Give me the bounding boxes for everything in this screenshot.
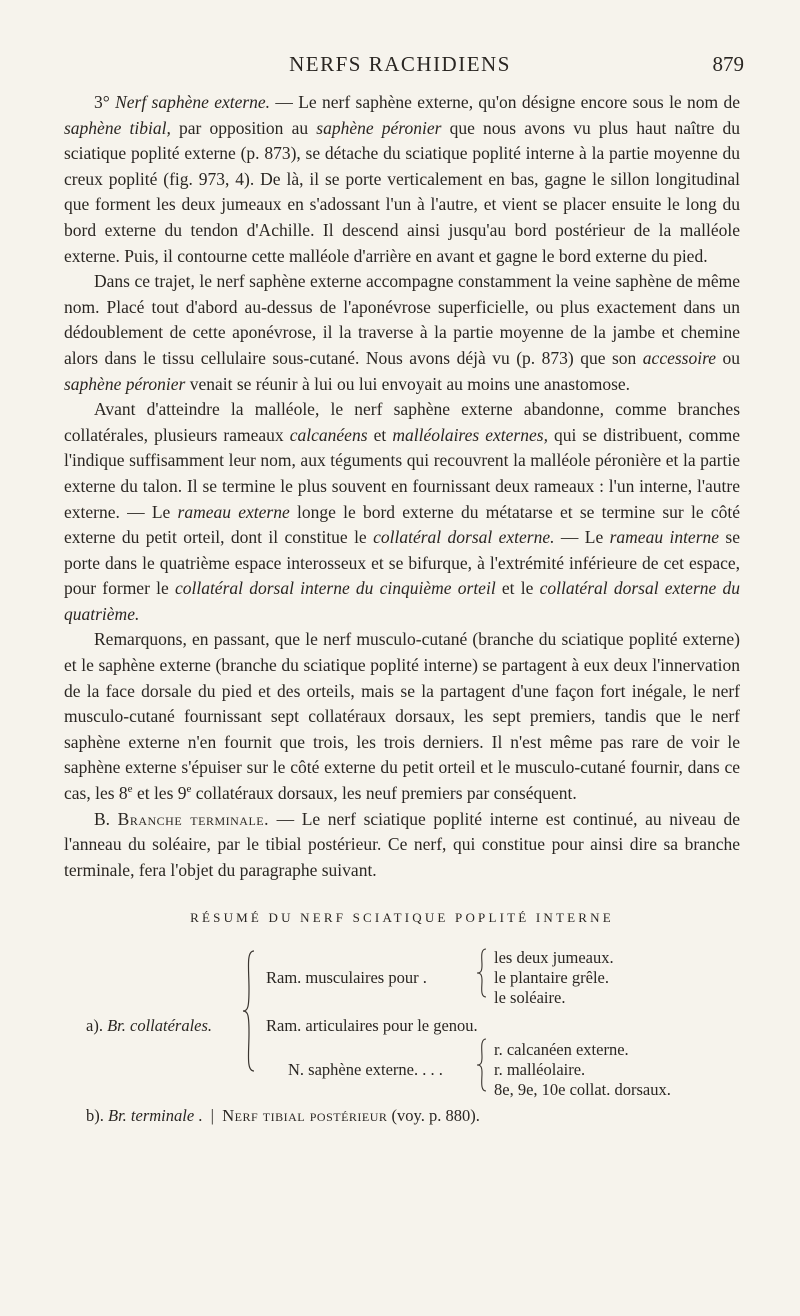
text-run: Remarquons, en passant, que le nerf musculo-cutané (branche du sciatique poplité externe) et le saphène externe (branche du sciatique poplité interne) se partagent à eux deux l'innervation de la face dorsale du pied et des orteils, mais se la partagent d'une façon fort inégale, le nerf musculo-cutané fournissant sept collatéraux dorsaux, les sept premiers, tandis que le nerf saphène externe n'en fournit que trois, les trois derniers. Il n'est même pas rare de voir le saphène externe s'épuiser sur le côté externe du petit orteil et le musculo-cutané fournir, dans ce cas, les 8 [64, 629, 740, 804]
summary-b-row [64, 1103, 740, 1127]
summary-table [64, 941, 740, 1101]
saph-item-3: 8e, 9e, 10e collat. dorsaux. [494, 1080, 671, 1099]
text-run: Dans ce trajet, le nerf saphène externe accompagne constamment la veine saphène de même nom. Placé tout d'abord au-dessus de l'aponévrose superficielle, ou plus exactement dans un dédoublement de cette aponévrose, il la traverse à la partie moyenne de la jambe et chemine alors dans le tissu cellulaire sous-cutané. Nous avons déjà vu (p. 873) que son [64, 271, 740, 368]
text-run: e [127, 783, 133, 796]
summary-title: RÉSUMÉ DU NERF SCIATIQUE POPLITÉ INTERNE [190, 910, 614, 926]
text-run: — Le [554, 527, 610, 548]
text-run: saphène péronier [64, 373, 186, 394]
text-run: collatéral dorsal externe du quatrième. [64, 578, 740, 624]
text-run: collatéral dorsal externe. [373, 527, 555, 548]
text-run: se porte dans le quatrième espace interosseux et se bifurque, à l'extrémité inférieure de cet espace, pour former le [64, 527, 740, 599]
text-run: longe le bord externe du métatarse et se termine sur le côté externe du petit orteil, dont il constitue le [64, 501, 740, 548]
page-header [0, 10, 800, 76]
text-run: — Le nerf saphène externe, qu'on désigne encore sous le nom de [270, 92, 740, 112]
text-run: par opposition au [170, 117, 317, 138]
text-run: et le [495, 578, 540, 599]
a-label: a). [86, 1016, 108, 1035]
running-title: NERFS RACHIDIENS [289, 52, 511, 76]
musc-item-2: le plantaire grêle. [494, 968, 609, 987]
text-run: calcanéens [289, 424, 368, 445]
musc-item-3: le soléaire. [494, 988, 566, 1007]
text-run: Branche terminale. [117, 808, 269, 829]
b-label-italic: Br. terminale [108, 1106, 195, 1125]
text-run: ou [716, 347, 741, 368]
text-run: rameau externe [177, 501, 290, 522]
paragraph-branche-terminale [64, 807, 740, 884]
text-run: et les 9 [132, 783, 187, 804]
paragraph-saphene-externe [64, 90, 740, 269]
text-run: Nerf saphène externe. [115, 92, 271, 112]
saph-item-2: r. malléolaire. [494, 1060, 586, 1079]
text-run: collatéral dorsal interne du cinquième orteil [174, 578, 496, 599]
summary-a-label [86, 1013, 212, 1039]
text-run: qui se distribuent, comme l'indique suffisamment leur nom, aux téguments qui recouvrent la malléole péronière et la partie externe du talon. Il se termine le plus souvent en fournissant deux rameaux : l'un interne, l'autre externe. — Le [64, 424, 740, 522]
page-number: 879 [712, 52, 744, 76]
text-run: 3° [94, 92, 116, 112]
text-run: accessoire [642, 347, 717, 368]
b-value: Nerf tibial postérieur [222, 1106, 388, 1125]
ram-musculaires: Ram. musculaires pour . [266, 968, 427, 987]
saph-item-1: r. calcanéen externe. [494, 1040, 629, 1059]
n-saphene-externe: N. saphène externe. . . . [288, 1060, 443, 1079]
b-separator: . | [194, 1106, 223, 1125]
b-label: b). [86, 1106, 108, 1125]
paragraph-trajet [64, 269, 740, 397]
text-run: malléolaires externes, [392, 424, 548, 445]
text-run: saphène péronier [316, 117, 442, 138]
paragraph-branches-collaterales [64, 397, 740, 627]
text-run: venait se réunir à lui ou lui envoyait au moins une anastomose. [185, 373, 631, 394]
musc-item-1: les deux jumeaux. [494, 948, 614, 967]
brace-a [242, 949, 256, 1073]
text-run: et [367, 424, 393, 445]
text-run: rameau interne [609, 527, 720, 548]
text-run: que nous avons vu plus haut naître du sciatique poplité externe (p. 873), se détache du sciatique poplité interne à la partie moyenne du creux poplité (fig. 973, 4). De là, il se porte verticalement en bas, gagne le sillon longitudinal que forment les deux jumeaux en s'adossant l'un à l'autre, et vient se placer ensuite le long du bord externe du tendon d'Achille. Il descend ainsi jusqu'au bord postérieur de la malléole externe. Puis, il contourne cette malléole d'arrière en avant et gagne le bord externe du pied. [64, 117, 741, 266]
body-text [64, 90, 740, 1127]
text-run: saphène tibial, [64, 117, 171, 138]
brace-musculaires [476, 947, 488, 999]
text-run: collatéraux dorsaux, les neuf premiers par conséquent. [191, 783, 577, 804]
text-run: Avant d'atteindre la malléole, le nerf saphène externe abandonne, comme branches collatérales, plusieurs rameaux [64, 399, 740, 445]
paragraph-remarque [64, 627, 740, 806]
text-run: — Le nerf sciatique poplité interne est continué, au niveau de l'anneau du soléaire, par le tibial postérieur. Ce nerf, qui constitue pour ainsi dire sa branche terminale, fera l'objet du paragraphe suivant. [64, 808, 740, 880]
brace-saphene [476, 1037, 488, 1093]
text-run: B. [94, 808, 118, 829]
a-label-italic: Br. collatérales. [107, 1016, 213, 1035]
ram-articulaires: Ram. articulaires pour le genou. [266, 1016, 478, 1035]
b-ref: (voy. p. 880). [387, 1106, 480, 1125]
text-run: e [186, 783, 192, 796]
